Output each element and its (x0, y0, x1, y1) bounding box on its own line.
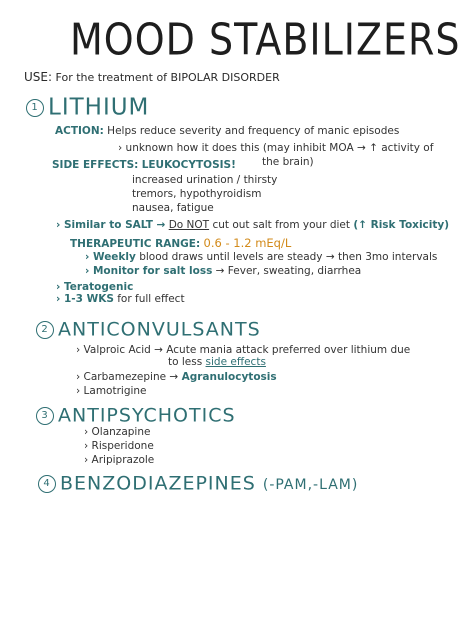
side-effect-leukocytosis: LEUKOCYTOSIS! (141, 159, 236, 171)
monitor-label: › Monitor for salt loss (85, 265, 213, 277)
section-number-2: 2 (36, 321, 54, 339)
side-effect-item: nausea, fatigue (132, 202, 214, 214)
section-title-anticonvulsants: ANTICONVULSANTS (58, 318, 261, 341)
action-sub-line-1: › unknown how it does this (may inhibit MOA → ↑ activity of (118, 142, 434, 154)
side-effect-item: tremors, hypothyroidism (132, 188, 262, 200)
action-text: Helps reduce severity and frequency of manic episodes (107, 125, 400, 137)
salt-do-not: Do NOT (168, 219, 210, 231)
use-text: For the treatment of BIPOLAR DISORDER (55, 71, 280, 84)
anticonvulsant-side-effects: side effects (205, 356, 266, 368)
anticonvulsant-line-3 (76, 371, 277, 383)
section-lithium-heading (26, 94, 149, 121)
weekly-label: › Weekly (85, 251, 136, 263)
salt-prefix: › Similar to SALT → (56, 219, 166, 231)
weekly-line (85, 251, 437, 263)
monitor-text: → Fever, sweating, diarrhea (215, 265, 362, 277)
weeks-label: › 1-3 WKS (56, 293, 114, 305)
therapeutic-range-label: THERAPEUTIC RANGE: (70, 238, 201, 250)
section-antipsychotics-heading (36, 404, 236, 427)
side-effect-item: increased urination / thirsty (132, 174, 278, 186)
anticonvulsant-line-2 (168, 356, 266, 368)
section-number-4: 4 (38, 475, 56, 493)
use-line (24, 70, 280, 84)
antipsychotic-item: › Aripiprazole (84, 454, 155, 466)
salt-line (56, 219, 449, 231)
weeks-text: for full effect (117, 293, 185, 305)
salt-risk: (↑ Risk Toxicity) (353, 219, 450, 231)
section-title-antipsychotics: ANTIPSYCHOTICS (58, 404, 236, 427)
section-number-1: 1 (26, 99, 44, 117)
anticonvulsant-line-1: › Valproic Acid → Acute mania attack preferred over lithium due (76, 344, 411, 356)
anticonvulsant-line-3-prefix: › Carbamezepine → (76, 371, 179, 383)
lithium-action (55, 125, 399, 137)
monitor-line (85, 265, 361, 277)
page-title: MOOD STABILIZERS (70, 14, 461, 65)
anticonvulsant-agranulocytosis: Agranulocytosis (181, 371, 277, 383)
section-benzodiazepines-heading (38, 472, 358, 495)
antipsychotic-item: › Olanzapine (84, 426, 151, 438)
side-effects-label: SIDE EFFECTS: (52, 159, 139, 171)
benzodiazepines-suffix: (-PAM,-LAM) (262, 477, 359, 493)
weeks-line (56, 293, 185, 305)
salt-text: cut out salt from your diet (212, 219, 351, 231)
side-effects-line (52, 159, 236, 171)
anticonvulsant-line-4: › Lamotrigine (76, 385, 147, 397)
teratogenic: › Teratogenic (56, 281, 134, 293)
section-title-benzodiazepines: BENZODIAZEPINES (60, 472, 256, 495)
use-label: USE: (24, 70, 53, 84)
anticonvulsant-line-2-prefix: to less (168, 356, 203, 368)
section-anticonvulsants-heading (36, 318, 261, 341)
therapeutic-range-line (70, 236, 291, 250)
section-number-3: 3 (36, 407, 54, 425)
antipsychotic-item: › Risperidone (84, 440, 154, 452)
action-label: ACTION: (55, 125, 104, 137)
section-title-lithium: LITHIUM (48, 94, 150, 121)
weekly-text: blood draws until levels are steady → then 3mo intervals (139, 251, 438, 263)
therapeutic-range-value: 0.6 - 1.2 mEq/L (203, 236, 292, 250)
action-sub-line-2: the brain) (262, 156, 314, 168)
